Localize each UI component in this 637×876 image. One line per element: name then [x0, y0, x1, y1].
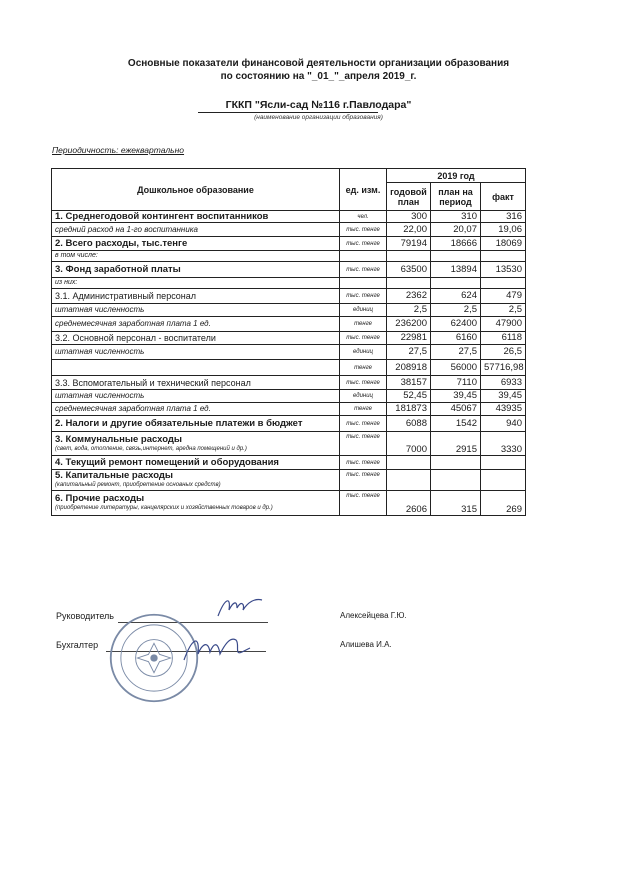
- head-unit: ед. изм.: [340, 169, 387, 211]
- cell-period: 39,45: [431, 390, 481, 403]
- row-label: 3.3. Вспомогательный и технический персонал: [52, 376, 340, 390]
- table-row: [52, 278, 526, 289]
- head-fact: факт: [481, 183, 526, 211]
- row-label: из них:: [52, 278, 340, 289]
- cell-annual: 63500: [387, 262, 431, 278]
- cell-annual: 27,5: [387, 345, 431, 360]
- cell-unit: тыс. тенге: [340, 491, 387, 516]
- table-row: [52, 376, 526, 390]
- cell-period: [431, 470, 481, 491]
- cell-annual: 300: [387, 211, 431, 223]
- row-label: 2. Налоги и другие обязательные платежи в бюджет: [52, 416, 340, 432]
- cell-annual: 2606: [387, 491, 431, 516]
- cell-period: 27,5: [431, 345, 481, 360]
- cell-fact: 6118: [481, 332, 526, 345]
- row-label: 3. Коммунальные расходы (свет, вода, отопление, связь,интернет, аредна помещений и др.): [52, 432, 340, 456]
- cell-fact: 43935: [481, 403, 526, 416]
- report-title: Основные показатели финансовой деятельности организации образования: [127, 58, 510, 69]
- cell-period: 13894: [431, 262, 481, 278]
- cell-fact: 316: [481, 211, 526, 223]
- row-label: 3.2. Основной персонал - воспитатели: [52, 332, 340, 345]
- cell-annual: 208918: [387, 360, 431, 376]
- cell-annual: 181873: [387, 403, 431, 416]
- table-row: [52, 345, 526, 360]
- cell-annual: [387, 278, 431, 289]
- row-label: 1. Среднегодовой контингент воспитанников: [52, 211, 340, 223]
- row-label: среднемесячная заработная плата 1 ед.: [52, 317, 340, 332]
- cell-unit: тенге: [340, 317, 387, 332]
- row-label: среднемесячная заработная плата 1 ед.: [52, 403, 340, 416]
- table-row: [52, 416, 526, 432]
- row-label: 3. Фонд заработной платы: [52, 262, 340, 278]
- cell-unit: единиц: [340, 304, 387, 317]
- cell-unit: [340, 251, 387, 262]
- cell-fact: 39,45: [481, 390, 526, 403]
- cell-annual: [387, 470, 431, 491]
- row-label: 5. Капитальные расходы (капитальный ремонт, приобретение основных средств): [52, 470, 340, 491]
- cell-unit: тыс. тенге: [340, 289, 387, 304]
- cell-unit: тыс. тенге: [340, 223, 387, 237]
- cell-fact: 940: [481, 416, 526, 432]
- cell-fact: 26,5: [481, 345, 526, 360]
- cell-period: 20,07: [431, 223, 481, 237]
- organization-note: (наименование организации образования): [254, 114, 383, 121]
- cell-annual: 7000: [387, 432, 431, 456]
- row-sublabel: (свет, вода, отопление, связь,интернет, аредна помещений и др.): [55, 445, 247, 452]
- cell-fact: 57716,98: [481, 360, 526, 376]
- head-annual: годовой план: [387, 183, 431, 211]
- cell-annual: 38157: [387, 376, 431, 390]
- cell-fact: [481, 470, 526, 491]
- cell-unit: [340, 278, 387, 289]
- table-row: [52, 456, 526, 470]
- cell-unit: тыс. тенге: [340, 376, 387, 390]
- row-label: средний расход на 1-го воспитанника: [52, 223, 340, 237]
- cell-fact: [481, 278, 526, 289]
- row-label: штатная численность: [52, 304, 340, 317]
- cell-unit: тыс. тенге: [340, 416, 387, 432]
- head-signature: [215, 594, 265, 620]
- table-row: [52, 251, 526, 262]
- table-row: [52, 491, 526, 516]
- cell-unit: тенге: [340, 360, 387, 376]
- cell-unit: тыс. тенге: [340, 456, 387, 470]
- cell-period: 18666: [431, 237, 481, 251]
- cell-fact: 18069: [481, 237, 526, 251]
- cell-unit: тыс. тенге: [340, 262, 387, 278]
- row-sublabel: (приобретение литературы, канцелярских и хозяйственных товаров и др.): [55, 505, 273, 511]
- head-period: план на период: [431, 183, 481, 211]
- cell-unit: единиц: [340, 345, 387, 360]
- cell-period: [431, 456, 481, 470]
- accountant-signature: [180, 632, 252, 666]
- table-row: [52, 223, 526, 237]
- cell-period: 7110: [431, 376, 481, 390]
- head-year: 2019 год: [387, 169, 526, 183]
- org-underline: [198, 112, 378, 113]
- finance-table: [51, 168, 526, 516]
- table-row: [52, 304, 526, 317]
- table-row: [52, 237, 526, 251]
- cell-fact: 479: [481, 289, 526, 304]
- table-row: [52, 403, 526, 416]
- row-label: штатная численность: [52, 390, 340, 403]
- cell-fact: 3330: [481, 432, 526, 456]
- table-row: [52, 432, 526, 456]
- table-row: [52, 289, 526, 304]
- cell-period: 315: [431, 491, 481, 516]
- row-label: [52, 360, 340, 376]
- row-label: в том числе:: [52, 251, 340, 262]
- cell-unit: единиц: [340, 390, 387, 403]
- table-row: [52, 470, 526, 491]
- cell-annual: 52,45: [387, 390, 431, 403]
- accountant-name: Алишева И.А.: [340, 640, 392, 649]
- periodicity: Периодичность: ежеквартально: [52, 145, 185, 155]
- cell-annual: 2362: [387, 289, 431, 304]
- cell-period: 56000: [431, 360, 481, 376]
- cell-unit: тыс. тенге: [340, 332, 387, 345]
- table-row: [52, 390, 526, 403]
- row-label: 2. Всего расходы, тыс.тенге: [52, 237, 340, 251]
- cell-fact: 6933: [481, 376, 526, 390]
- cell-period: 2,5: [431, 304, 481, 317]
- cell-period: 45067: [431, 403, 481, 416]
- cell-unit: тыс. тенге: [340, 432, 387, 456]
- cell-annual: 79194: [387, 237, 431, 251]
- table-row: [52, 317, 526, 332]
- cell-unit: тыс. тенге: [340, 237, 387, 251]
- cell-period: [431, 278, 481, 289]
- cell-annual: 236200: [387, 317, 431, 332]
- cell-period: 310: [431, 211, 481, 223]
- cell-period: [431, 251, 481, 262]
- cell-period: 62400: [431, 317, 481, 332]
- row-label: штатная численность: [52, 345, 340, 360]
- cell-unit: тенге: [340, 403, 387, 416]
- cell-annual: 22981: [387, 332, 431, 345]
- cell-fact: [481, 251, 526, 262]
- table-row: [52, 332, 526, 345]
- table-row: [52, 211, 526, 223]
- row-label: 4. Текущий ремонт помещений и оборудования: [52, 456, 340, 470]
- head-name: Алексейцева Г.Ю.: [340, 611, 407, 620]
- table-row: [52, 360, 526, 376]
- head-category: Дошкольное образование: [52, 169, 340, 211]
- cell-fact: 269: [481, 491, 526, 516]
- cell-fact: [481, 456, 526, 470]
- row-label: 3.1. Административный персонал: [52, 289, 340, 304]
- table-row: [52, 262, 526, 278]
- cell-period: 624: [431, 289, 481, 304]
- cell-annual: 22,00: [387, 223, 431, 237]
- cell-period: 6160: [431, 332, 481, 345]
- cell-unit: тыс. тенге: [340, 470, 387, 491]
- report-date: по состоянию на "_01_"_апреля 2019_г.: [220, 71, 417, 82]
- cell-period: 2915: [431, 432, 481, 456]
- organization-name: ГККП "Ясли-сад №116 г.Павлодара": [225, 99, 412, 111]
- cell-unit: чел.: [340, 211, 387, 223]
- accountant-label: Бухгалтер: [56, 640, 99, 650]
- cell-annual: [387, 251, 431, 262]
- cell-annual: [387, 456, 431, 470]
- row-sublabel: (капитальный ремонт, приобретение основных средств): [55, 482, 221, 488]
- cell-annual: 2,5: [387, 304, 431, 317]
- cell-fact: 47900: [481, 317, 526, 332]
- row-label: 6. Прочие расходы (приобретение литературы, канцелярских и хозяйственных товаров и др.): [52, 491, 340, 516]
- cell-fact: 13530: [481, 262, 526, 278]
- cell-fact: 2,5: [481, 304, 526, 317]
- head-label: Руководитель: [56, 611, 114, 621]
- cell-period: 1542: [431, 416, 481, 432]
- cell-annual: 6088: [387, 416, 431, 432]
- cell-fact: 19,06: [481, 223, 526, 237]
